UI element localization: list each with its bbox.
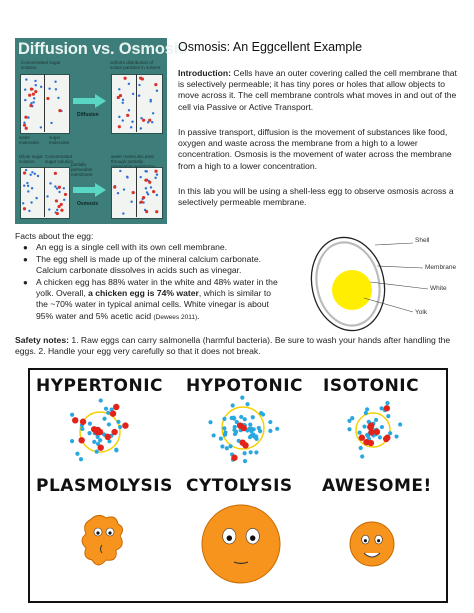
water-particle [233,432,237,436]
water-particle [268,420,272,424]
water-particle [388,431,392,435]
water-particle [92,440,96,444]
salt-particle [231,455,237,461]
intro-text: Cells have an outer covering called the cell membrane that is selectively permeable; it has tiny pores or holes that allow objects to move across it. The cell membrane controls what moves in and out of the cell via Passive or Active Transport. [178,68,457,112]
water-particle [365,407,369,411]
salt-particle [384,405,390,411]
water-particle [219,437,223,441]
water-particle [251,415,255,419]
water-particle [107,422,111,426]
osmosis-label: Osmosis [77,201,99,207]
water-particle [245,402,249,406]
water-particle [88,422,92,426]
egg-label-membrane: Membrane [425,264,457,271]
fact-text: , which is similar to the ~70% water in typical animal cells. White vinegar is about 95% water and 5% acetic acid [36,288,271,321]
water-particle [87,431,91,435]
water-particle [364,411,368,415]
lab-paragraph: In this lab you will be using a shell-less egg to observe osmosis across a selectively permeable membrane. [178,186,454,208]
water-particle [233,425,237,429]
water-particle [249,450,253,454]
pupil [96,531,99,534]
water-particle [359,446,363,450]
fact-text: An egg is a single cell with its own cell membrane. [36,242,228,252]
isotonic-heading: ISOTONIC [323,376,420,396]
hypotonic-heading: HYPOTONIC [186,376,304,396]
water-particle [243,459,247,463]
pupil [108,531,111,534]
fact-text: A chicken egg has 88% water in the white and 48% water in the yolk. Overall, [36,277,278,299]
water-particle [362,424,366,428]
water-particle [114,448,118,452]
egg-diagram [300,232,465,334]
water-particle [360,454,364,458]
salt-particle [384,435,390,441]
pupil [364,539,367,542]
safety-text: 1. Raw eggs can carry salmonella (harmful bacteria). Be sure to wash your hands after handling the eggs. 2. Handle your egg very carefully so that it does not break. [15,335,451,357]
water-particle [398,422,402,426]
water-particle [106,411,110,415]
salt-particle [72,417,78,423]
water-particle [96,435,100,439]
fact-text: . [197,310,200,321]
water-particle [222,417,226,421]
water-particle [247,427,251,431]
water-particle [385,401,389,405]
poster-label: sugar molecules [49,135,70,145]
water-particle [223,433,227,437]
membrane-line [44,167,45,217]
water-particle [254,434,258,438]
poster-label: Concentrated sugar solution [45,154,74,164]
water-particle [275,427,279,431]
egg-yolk [332,270,372,310]
passive-transport-paragraph: In passive transport, diffusion is the movement of substances like food, oxygen and waste across the membrane from a high to a lower concentration. Osmosis is the movement of water across the membrane from a high to a lower concentration. [178,127,452,171]
egg-label-yolk: Yolk [415,309,428,316]
membrane-line [136,167,137,217]
osmosis-arrow-icon [73,183,107,197]
water-particle [116,420,120,424]
page-title: Osmosis: An Eggcellent Example [178,40,363,54]
water-particle [212,433,216,437]
diffusion-label: Diffusion [77,112,99,118]
salt-particle [359,435,365,441]
salt-particle [110,410,116,416]
poster-label: partially permeable membrane [71,162,93,177]
water-particle [248,423,252,427]
swollen-cell [202,505,280,583]
normal-cell [350,522,394,566]
water-particle [95,450,99,454]
facts-heading: Facts about the egg: [15,231,94,241]
water-particle [104,407,108,411]
water-particle [70,439,74,443]
pupil [250,535,255,540]
bullet-icon: ● [23,243,28,252]
diffusion-before-box [20,74,70,134]
list-item [15,242,285,253]
water-particle [99,398,103,402]
intro-label: Introduction: [178,68,231,78]
water-particle [232,416,236,420]
water-particle [118,425,122,429]
membrane-line [136,74,137,132]
water-particle [242,451,246,455]
pupil [377,539,380,542]
bullet-icon: ● [23,278,28,288]
water-particle [240,396,244,400]
salt-particle [367,424,373,430]
diffusion-after-box [111,74,163,134]
osmosis-before-box [20,167,70,219]
shriveled-cell [82,515,123,565]
safety-label: Safety notes: [15,335,69,345]
salt-particle [78,437,84,443]
water-particle [98,438,102,442]
safety-notes [15,335,465,357]
egg-label-shell: Shell [415,237,430,244]
list-item [15,254,285,276]
salt-particle [111,429,117,435]
water-particle [70,413,74,417]
bullet-icon: ● [23,255,28,265]
awesome-heading: AWESOME! [322,476,432,496]
water-particle [102,417,106,421]
salt-particle [97,429,103,435]
osmosis-after-box [111,167,163,219]
fact-bold: a chicken egg is 74% water [88,288,199,299]
poster-label: Concentrated sugar solution [21,60,61,70]
salt-particle [374,429,380,435]
salt-particle [363,439,369,445]
water-particle [243,417,247,421]
water-particle [208,420,212,424]
water-particle [268,429,272,433]
water-particle [374,418,378,422]
tonicity-poster [28,368,448,603]
water-particle [347,427,351,431]
water-particle [231,403,235,407]
salt-particle [368,429,374,435]
salt-particle [237,422,243,428]
salt-particle [80,419,86,425]
water-particle [378,435,382,439]
poster-title: Diffusion vs. Osmosis [18,40,188,58]
water-particle [394,434,398,438]
diffusion-arrow-icon [73,94,107,108]
water-particle [75,452,79,456]
facts-list [15,242,285,324]
water-particle [380,425,384,429]
water-particle [79,457,83,461]
salt-particle [105,434,111,440]
poster-label: Dilute sugar solution [19,154,44,164]
membrane-line [44,74,45,132]
water-particle [357,431,361,435]
water-particle [261,412,265,416]
water-particle [225,446,229,450]
egg-label-white: White [430,285,447,292]
poster-label: uniform distribution of solute particles in solvent [110,60,161,70]
hypertonic-heading: HYPERTONIC [36,376,164,396]
intro-paragraph [178,68,463,113]
salt-particle [113,404,119,410]
water-particle [239,415,243,419]
water-particle [220,444,224,448]
fact-text: The egg shell is made up of the mineral calcium carbonate. Calcium carbonate dissolves in acids such as vinegar. [36,254,261,276]
water-particle [254,450,258,454]
diffusion-osmosis-poster [15,38,188,224]
salt-particle [122,422,128,428]
water-particle [80,427,84,431]
salt-particle [239,439,245,445]
water-particle [347,419,351,423]
water-particle [222,426,226,430]
egg-drawing [300,232,465,334]
citation: (Dewees 2011) [153,313,198,321]
water-particle [228,444,232,448]
water-particle [386,414,390,418]
list-item [15,277,285,322]
pupil [227,535,232,540]
poster-label: water molecules pass through partially [111,154,155,164]
poster-label: water molecules [19,135,40,145]
cytolysis-heading: CYTOLYSIS [186,476,293,496]
salt-particle [98,444,104,450]
plasmolysis-heading: PLASMOLYSIS [36,476,173,496]
water-particle [258,429,262,433]
